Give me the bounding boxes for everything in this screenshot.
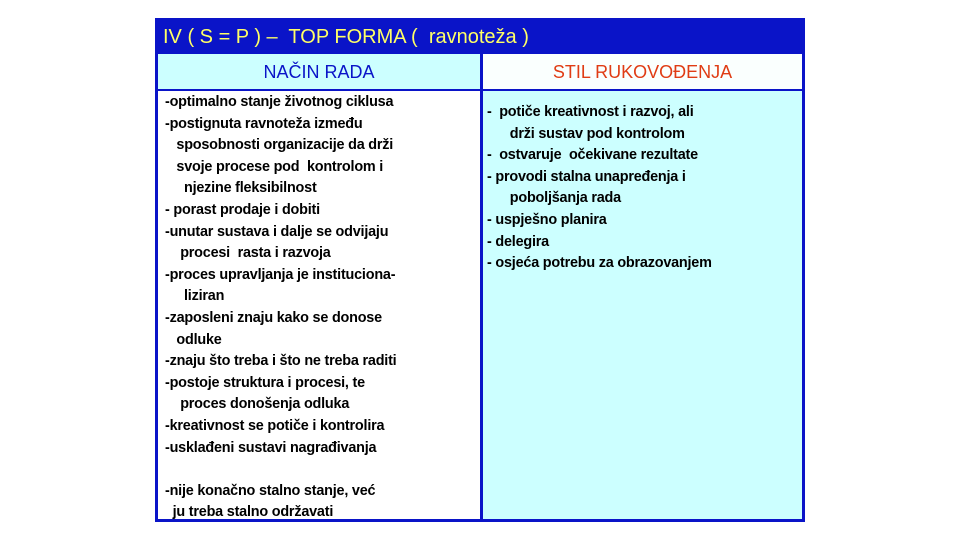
list-item: - uspješno planira <box>487 211 607 228</box>
list-item: - porast prodaje i dobiti <box>165 201 320 218</box>
list-item: - delegira <box>487 233 549 250</box>
list-item: odluke <box>165 331 222 348</box>
list-item: proces donošenja odluka <box>165 396 350 413</box>
list-item: -proces upravljanja je instituciona- <box>165 266 396 283</box>
list-item: drži sustav pod kontrolom <box>487 125 685 142</box>
list-item: poboljšanja rada <box>487 190 621 207</box>
list-item: svoje procese pod kontrolom i <box>165 158 384 175</box>
list-item: -postignuta ravnoteža između <box>165 115 363 132</box>
list-item: - provodi stalna unapređenja i <box>487 168 686 185</box>
style-table <box>155 18 805 522</box>
list-item: - osjeća potrebu za obrazovanjem <box>487 255 712 272</box>
spacer <box>165 459 480 481</box>
list-item: ju treba stalno održavati <box>165 504 334 521</box>
list-item: -usklađeni sustavi nagrađivanja <box>165 439 377 456</box>
list-item: -postoje struktura i procesi, te <box>165 374 365 391</box>
header-stil-rukovodenja: STIL RUKOVOĐENJA <box>483 54 802 89</box>
left-column-body <box>158 91 480 519</box>
list-item: -zaposleni znaju kako se donose <box>165 309 382 326</box>
list-item: - potiče kreativnost i razvoj, ali <box>487 104 694 120</box>
list-item: -unutar sustava i dalje se odvijaju <box>165 223 389 240</box>
list-item: - ostvaruje očekivane rezultate <box>487 147 698 164</box>
list-item: njezine fleksibilnost <box>165 180 317 197</box>
list-item: -znaju što treba i što ne treba raditi <box>165 353 397 370</box>
list-item: sposobnosti organizacije da drži <box>165 137 394 154</box>
list-item: liziran <box>165 288 225 305</box>
right-column-body <box>483 91 802 519</box>
table-title: IV ( S = P ) – TOP FORMA ( ravnoteža ) <box>163 26 529 48</box>
list-item: -kreativnost se potiče i kontrolira <box>165 417 385 434</box>
list-item: procesi rasta i razvoja <box>165 245 331 262</box>
header-nacin-rada: NAČIN RADA <box>158 54 480 89</box>
list-item: -optimalno stanje životnog ciklusa <box>165 94 394 110</box>
list-item: -nije konačno stalno stanje, već <box>165 482 376 499</box>
